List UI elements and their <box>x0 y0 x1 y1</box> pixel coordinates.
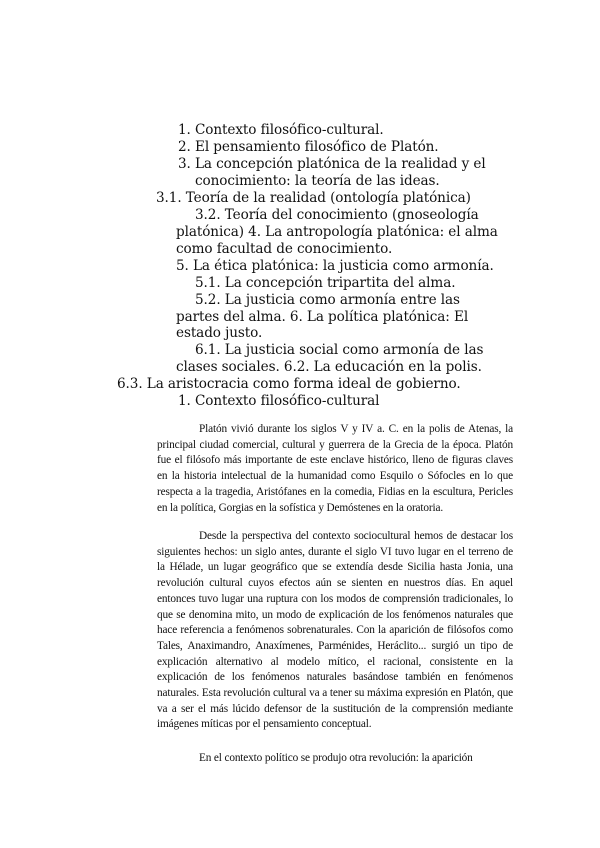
paragraph: En el contexto político se produjo otra revolución: la aparición <box>199 752 473 764</box>
toc-line: 5. La ética platónica: la justicia como armonía. <box>176 258 494 274</box>
toc-line: como facultad de conocimiento. <box>176 241 393 257</box>
toc-line: 3.1. Teoría de la realidad (ontología platónica) <box>156 190 471 206</box>
toc-line: 5.1. La concepción tripartita del alma. <box>195 275 456 291</box>
toc-heading: 1. Contexto filosófico-cultural <box>178 393 380 409</box>
toc-line: estado justo. <box>176 325 263 341</box>
toc-line: 2. El pensamiento filosófico de Platón. <box>178 139 439 155</box>
toc-line: partes del alma. 6. La política platónica: El <box>176 309 469 325</box>
toc-line: 6.3. La aristocracia como forma ideal de gobierno. <box>117 376 461 392</box>
paragraph: Platón vivió durante los siglos V y IV a. C. en la polis de Atenas, la principal ciudad comercial, cultural y guerrera de la Grecia de la época. Platón fue el filósofo más importante de este enclave histórico, lleno de figuras claves en la historia intelectual de la humanidad como Esquilo o Sófocles en lo que respecta a la tragedia, Aristófanes en la comedia, Fidias en la escultura, Pericles en la política, Gorgias en la sofística y Demóstenes en la oratoria. <box>157 423 513 514</box>
toc-line: 6.1. La justicia social como armonía de las <box>195 342 484 358</box>
toc-line: 5.2. La justicia como armonía entre las <box>195 292 460 308</box>
toc-line: 3.2. Teoría del conocimiento (gnoseología <box>195 207 479 223</box>
toc-line: clases sociales. 6.2. La educación en la polis. <box>176 359 482 375</box>
toc-line: 1. Contexto filosófico-cultural. <box>178 122 384 138</box>
toc-line: conocimiento: la teoría de las ideas. <box>195 173 440 189</box>
toc-line: platónica) 4. La antropología platónica: el alma <box>176 224 498 240</box>
paragraph: Desde la perspectiva del contexto sociocultural hemos de destacar los siguientes hechos: un siglo antes, durante el siglo VI tuvo lugar en el terreno de la Hélade, un lugar geográfico que se extendía desde Sicilia hasta Jonia, una revolución cultural cuyos efectos aún se sienten en nuestros días. En aquel entonces tuvo lugar una ruptura con los modos de comprensión tradicionales, lo que se denomina mito, un modo de explicación de los fenómenos naturales que hace referencia a fenómenos sobrenaturales. Con la aparición de filósofos como Tales, Anaximandro, Anaxímenes, Parménides, Heráclito... surgió un tipo de explicación alternativo al modelo mítico, el racional, consistente en la explicación de los fenómenos naturales basándose también en fenómenos naturales. Esta revolución cultural va a tener su máxima expresión en Platón, que va a ser el más lúcido defensor de la sustitución de la comprensión mediante imágenes míticas por el pensamiento conceptual. <box>157 530 513 731</box>
toc-line: 3. La concepción platónica de la realidad y el <box>178 156 486 172</box>
